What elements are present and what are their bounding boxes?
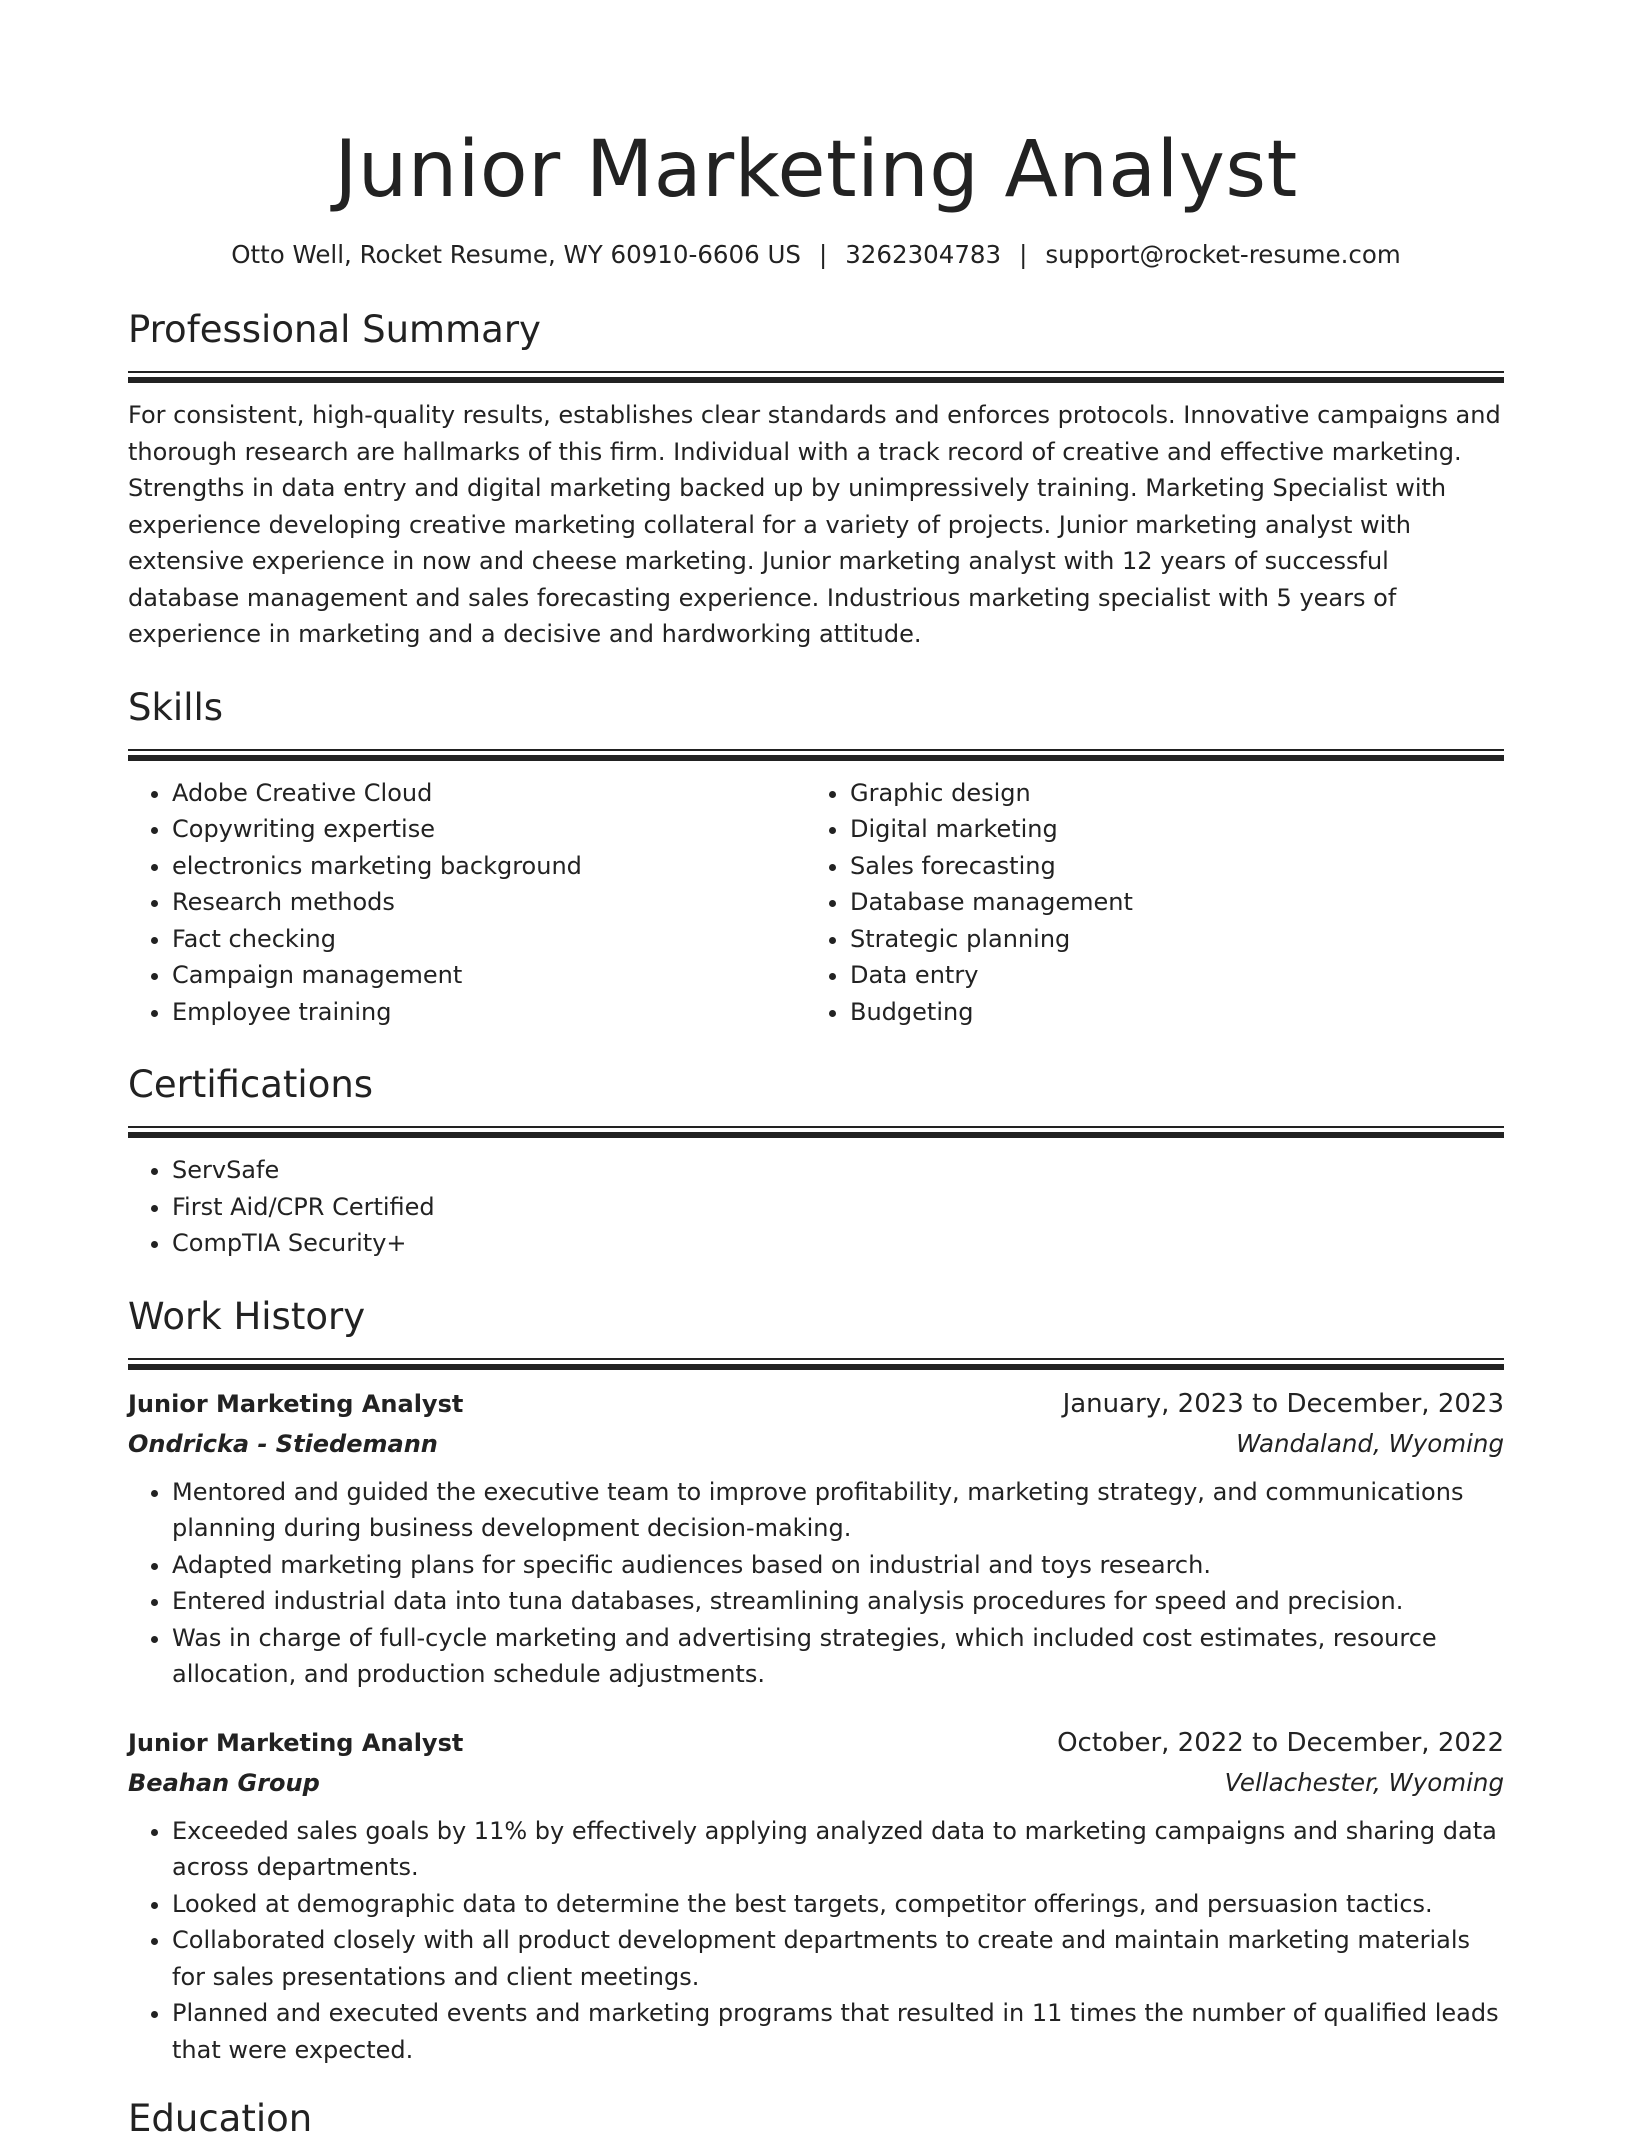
summary-section [128,305,1504,653]
job-dates: October, 2022 to December, 2022 [1057,1727,1504,1758]
skill-item: • Data entry [850,957,1484,994]
summary-text: For consistent, high-quality results, establishes clear standards and enforces protocols. Innovative campaigns and thorough research are hallmarks of this firm. Individual with a track record of creative and effective marketing. Strengths in data entry and digital marketing backed up by unimpressively training. Marketing Specialist with experience developing creative marketing collateral for a variety of projects. Junior marketing analyst with extensive experience in now and cheese marketing. Junior marketing analyst with 12 years of successful database management and sales forecasting experience. Industrious marketing specialist with 5 years of experience in marketing and a decisive and hardworking attitude. [128,401,1501,648]
certification-item: • First Aid/CPR Certified [172,1189,1504,1226]
work-history-section [128,1292,1504,2069]
job-bullet: • Entered industrial data into tuna databases, streamlining analysis procedures for speed and precision. [172,1583,1504,1620]
certifications-list [128,1152,1504,1262]
job-location: Wandaland, Wyoming [1236,1428,1504,1458]
job-bullet: • Collaborated closely with all product development departments to create and maintain marketing materials for sales presentations and client meetings. [172,1922,1504,1995]
job-entry [128,1723,1504,2069]
skills-list-left [128,775,806,1031]
job-bullets [128,1813,1504,2069]
skills-section [128,683,1504,1031]
contact-email: support@rocket-resume.com [1045,240,1401,269]
job-bullet: • Exceeded sales goals by 11% by effectively applying analyzed data to marketing campaigns and sharing data across departments. [172,1813,1504,1886]
resume-page [128,0,1504,2144]
skill-item: • Employee training [172,994,806,1031]
job-header-row [128,1723,1504,1763]
section-divider [128,1126,1504,1138]
section-title-skills: Skills [128,685,224,729]
section-title-work-history: Work History [128,1294,366,1338]
job-bullet: • Planned and executed events and marketing programs that resulted in 11 times the number of qualified leads that were expected. [172,1995,1504,2068]
section-divider [128,749,1504,761]
skill-item: • Adobe Creative Cloud [172,775,806,812]
contact-separator: | [1019,240,1028,269]
certifications-section [128,1060,1504,1262]
job-entry [128,1384,1504,1693]
job-header-row [128,1384,1504,1424]
contact-separator: | [818,240,828,269]
job-company-row [128,1424,1504,1464]
skill-item: • Fact checking [172,921,806,958]
skills-list-right [806,775,1484,1031]
job-dates: January, 2023 to December, 2023 [1062,1388,1504,1419]
job-bullet: • Mentored and guided the executive team to improve profitability, marketing strategy, and communications planning during business development decision-making. [172,1474,1504,1547]
skill-item: • Campaign management [172,957,806,994]
skill-item: • Copywriting expertise [172,811,806,848]
section-title-certifications: Certifications [128,1063,374,1106]
job-company: Beahan Group [128,1768,320,1797]
job-title: Junior Marketing Analyst [128,1728,464,1757]
section-title-education: Education [128,2097,313,2140]
skills-column-right [806,775,1484,1031]
skill-item: • Graphic design [850,775,1484,812]
job-company: Ondricka - Stiedemann [128,1429,438,1458]
section-divider [128,1358,1504,1370]
job-bullet: • Adapted marketing plans for specific audiences based on industrial and toys research. [172,1547,1504,1584]
skill-item: • Sales forecasting [850,848,1484,885]
certification-item: • CompTIA Security+ [172,1225,1504,1262]
certification-item: • ServSafe [172,1152,1504,1189]
job-bullet: • Was in charge of full-cycle marketing and advertising strategies, which included cost estimates, resource allocation, and production schedule adjustments. [172,1620,1504,1693]
job-company-row [128,1763,1504,1803]
job-bullets [128,1474,1504,1693]
job-title: Junior Marketing Analyst [128,1389,464,1418]
skill-item: • electronics marketing background [172,848,806,885]
skill-item: • Strategic planning [850,921,1484,958]
skills-column-left [128,775,806,1031]
section-divider [128,371,1504,383]
section-title-summary: Professional Summary [128,308,541,351]
skill-item: • Database management [850,884,1484,921]
contact-phone: 3262304783 [845,240,1002,269]
skills-columns [128,775,1504,1031]
job-bullet: • Looked at demographic data to determine the best targets, competitor offerings, and persuasion tactics. [172,1886,1504,1923]
contact-line [128,238,1504,272]
skill-item: • Research methods [172,884,806,921]
skill-item: • Digital marketing [850,811,1484,848]
skill-item: • Budgeting [850,994,1484,1031]
contact-address: Otto Well, Rocket Resume, WY 60910-6606 US [231,240,801,269]
resume-title: Junior Marketing Analyst [334,125,1298,215]
job-location: Vellachester, Wyoming [1224,1767,1504,1797]
education-section [128,2094,1504,2144]
